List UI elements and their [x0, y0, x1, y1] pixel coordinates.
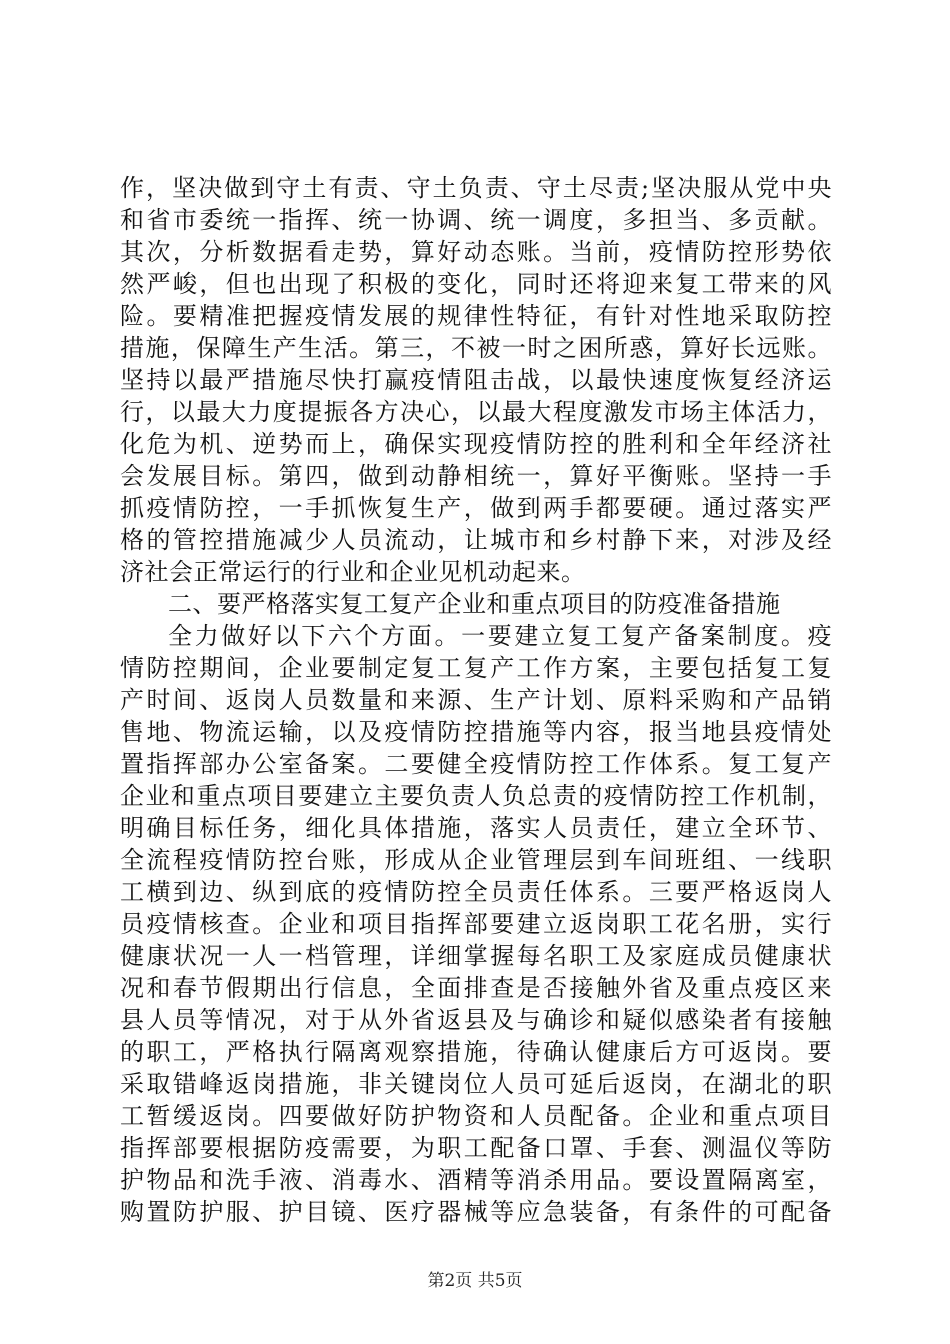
text-line: 险。要精准把握疫情发展的规律性特征，有针对性地采取防控 — [120, 302, 832, 330]
text-line: 情防控期间，企业要制定复工复产工作方案，主要包括复工复 — [120, 654, 832, 682]
text-line: 全流程疫情防控台账，形成从企业管理层到车间班组、一线职 — [120, 846, 832, 874]
text-line: 售地、物流运输，以及疫情防控措施等内容，报当地县疫情处 — [120, 718, 832, 746]
text-line: 况和春节假期出行信息，全面排查是否接触外省及重点疫区来 — [120, 974, 832, 1002]
text-line: 格的管控措施减少人员流动，让城市和乡村静下来，对涉及经 — [120, 526, 832, 554]
text-line: 护物品和洗手液、消毒水、酒精等消杀用品。要设置隔离室， — [120, 1166, 832, 1194]
text-line: 采取错峰返岗措施，非关键岗位人员可延后返岗，在湖北的职 — [120, 1070, 832, 1098]
text-line: 行，以最大力度提振各方决心，以最大程度激发市场主体活力， — [120, 398, 832, 426]
section-heading: 二、要严格落实复工复产企业和重点项目的防疫准备措施 — [168, 590, 781, 618]
text-line: 济社会正常运行的行业和企业见机动起来。 — [120, 558, 586, 586]
text-line: 措施，保障生产生活。第三，不被一时之困所惑，算好长远账。 — [120, 334, 832, 362]
text-line: 工暂缓返岗。四要做好防护物资和人员配备。企业和重点项目 — [120, 1102, 832, 1130]
text-line: 企业和重点项目要建立主要负责人负总责的疫情防控工作机制， — [120, 782, 832, 810]
text-line: 其次，分析数据看走势，算好动态账。当前，疫情防控形势依 — [120, 238, 832, 266]
text-line: 化危为机、逆势而上，确保实现疫情防控的胜利和全年经济社 — [120, 430, 832, 458]
paragraph-first-line: 全力做好以下六个方面。一要建立复工复产备案制度。疫 — [168, 622, 832, 650]
text-line: 健康状况一人一档管理，详细掌握每名职工及家庭成员健康状 — [120, 942, 832, 970]
text-line: 然严峻，但也出现了积极的变化，同时还将迎来复工带来的风 — [120, 270, 832, 298]
text-line: 县人员等情况，对于从外省返县及与确诊和疑似感染者有接触 — [120, 1006, 832, 1034]
text-line: 置指挥部办公室备案。二要健全疫情防控工作体系。复工复产 — [120, 750, 832, 778]
text-line: 和省市委统一指挥、统一协调、统一调度，多担当、多贡献。 — [120, 206, 832, 234]
text-line: 坚持以最严措施尽快打赢疫情阻击战，以最快速度恢复经济运 — [120, 366, 832, 394]
text-line: 会发展目标。第四，做到动静相统一，算好平衡账。坚持一手 — [120, 462, 832, 490]
document-body — [120, 172, 832, 1228]
text-line: 抓疫情防控，一手抓恢复生产，做到两手都要硬。通过落实严 — [120, 494, 832, 522]
text-line: 指挥部要根据防疫需要，为职工配备口罩、手套、测温仪等防 — [120, 1134, 832, 1162]
text-line: 产时间、返岗人员数量和来源、生产计划、原料采购和产品销 — [120, 686, 832, 714]
text-line: 作，坚决做到守土有责、守土负责、守土尽责;坚决服从党中央 — [120, 174, 832, 202]
text-line: 明确目标任务，细化具体措施，落实人员责任，建立全环节、 — [120, 814, 832, 842]
page-number-footer: 第2页 共5页 — [427, 1271, 523, 1291]
text-line: 的职工，严格执行隔离观察措施，待确认健康后方可返岗。要 — [120, 1038, 832, 1066]
text-line: 购置防护服、护目镜、医疗器械等应急装备，有条件的可配备 — [120, 1198, 832, 1226]
text-line: 工横到边、纵到底的疫情防控全员责任体系。三要严格返岗人 — [120, 878, 832, 906]
text-line: 员疫情核查。企业和项目指挥部要建立返岗职工花名册，实行 — [120, 910, 832, 938]
